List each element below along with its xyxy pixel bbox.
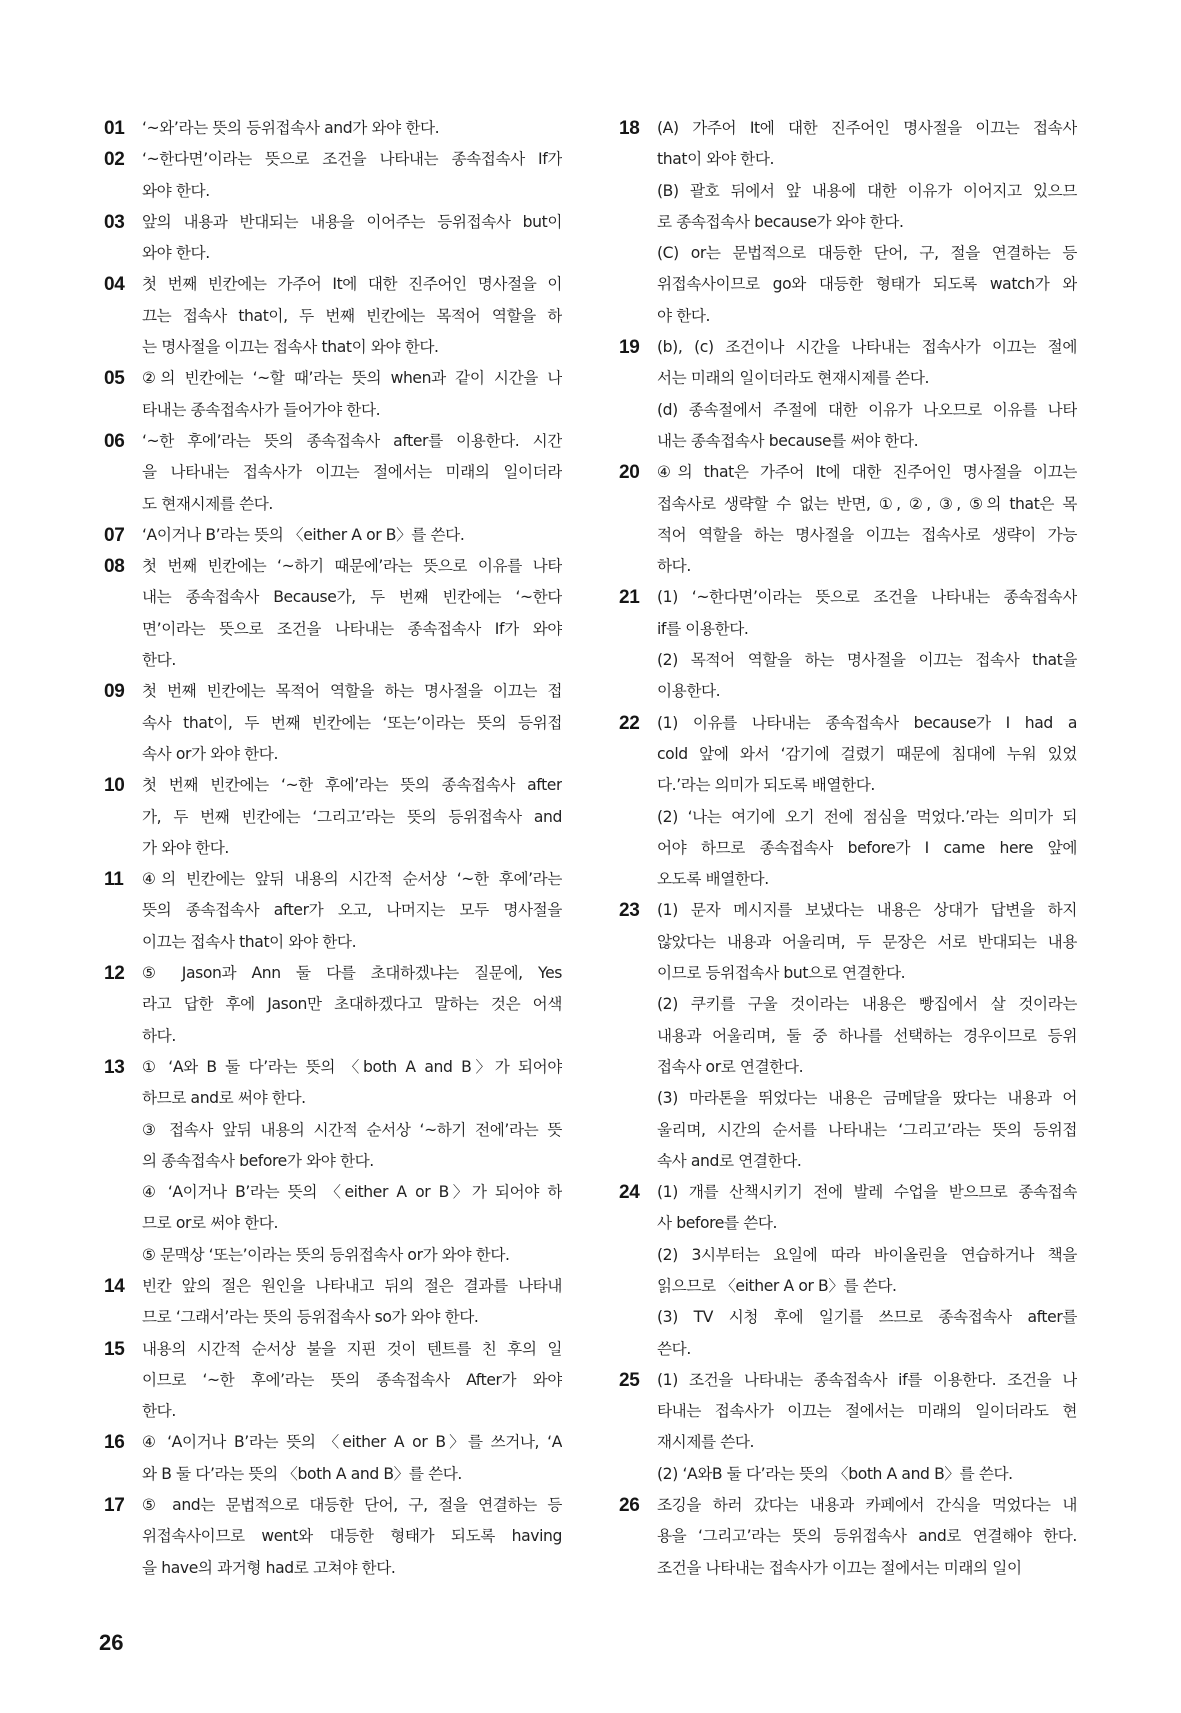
explanation-line: ① ‘A와 B 둘 다’라는 뜻의 〈both A and B〉가 되어야	[142, 1057, 562, 1076]
explanation-line: 하다.	[657, 557, 691, 576]
answer-item	[104, 1271, 562, 1334]
explanation-line: 도 현재시제를 쓴다.	[142, 494, 273, 513]
item-number: 08	[104, 556, 125, 578]
answer-item	[104, 363, 562, 426]
explanation-line: (2) 3시부터는 요일에 따라 바이올린을 연습하거나 책을	[657, 1245, 1077, 1264]
explanation-line: 가, 두 번째 빈칸에는 ‘그리고’라는 뜻의 등위접속사 and	[142, 807, 562, 826]
explanation-line: 첫 번째 빈칸에는 목적어 역할을 하는 명사절을 이끄는 접	[142, 682, 562, 701]
item-explanation	[657, 113, 1077, 332]
answer-item	[104, 1427, 562, 1490]
explanation-line: ⑤ and는 문법적으로 대등한 단어, 구, 절을 연결하는 등	[142, 1496, 562, 1515]
item-explanation	[657, 895, 1077, 1177]
answer-item	[104, 113, 562, 144]
explanation-line: that이 와야 한다.	[657, 150, 775, 169]
explanation-line: 내용의 시간적 순서상 불을 지핀 것이 텐트를 친 후의 일	[142, 1339, 562, 1358]
explanation-line: cold 앞에 와서 ‘감기에 걸렸기 때문에 침대에 누워 있었	[657, 744, 1077, 763]
item-number: 13	[104, 1056, 125, 1078]
explanation-line: (2) ‘나는 여기에 오기 전에 점심을 먹었다.’라는 의미가 되	[657, 807, 1077, 826]
answer-item	[104, 520, 562, 551]
answer-item	[104, 144, 562, 207]
explanation-line: 뜻의 종속접속사 after가 오고, 나머지는 모두 명사절을	[142, 901, 562, 920]
explanation-line: 앞의 내용과 반대되는 내용을 이어주는 등위접속사 but이	[142, 212, 562, 231]
item-explanation	[142, 551, 562, 676]
explanation-line: 접속사 or로 연결한다.	[657, 1057, 804, 1076]
item-explanation	[142, 1271, 562, 1334]
item-number: 23	[619, 900, 640, 922]
answer-item	[104, 1052, 562, 1271]
page-number: 26	[99, 1630, 124, 1655]
item-number: 18	[619, 118, 640, 139]
answer-item	[104, 207, 562, 270]
item-explanation	[142, 269, 562, 363]
answer-item	[104, 770, 562, 864]
explanation-line: ④의 빈칸에는 앞뒤 내용의 시간적 순서상 ‘~한 후에’라는	[142, 870, 562, 889]
explanation-line: 첫 번째 빈칸에는 ‘~한 후에’라는 뜻의 종속접속사 after	[142, 776, 562, 795]
explanation-line: ④ ‘A이거나 B’라는 뜻의 〈either A or B〉가 되어야 하	[142, 1183, 562, 1202]
explanation-line: 쓴다.	[657, 1339, 691, 1358]
item-number: 07	[104, 524, 125, 546]
explanation-line: 므로 or로 써야 한다.	[142, 1214, 279, 1233]
explanation-line: 면’이라는 뜻으로 조건을 나타내는 종속접속사 If가 와야	[142, 619, 562, 638]
item-number: 02	[104, 149, 125, 171]
explanation-line: 조건을 나타내는 접속사가 이끄는 절에서는 미래의 일이	[657, 1558, 1022, 1577]
explanation-line: 므로 ‘그래서’라는 뜻의 등위접속사 so가 와야 한다.	[142, 1308, 479, 1327]
answer-item	[619, 332, 1077, 457]
item-number: 21	[619, 587, 640, 609]
answer-item	[619, 457, 1077, 582]
explanation-line: 이용한다.	[657, 682, 721, 701]
explanation-line: ⑤ 문맥상 ‘또는’이라는 뜻의 등위접속사 or가 와야 한다.	[142, 1245, 510, 1264]
explanation-line: ④ ‘A이거나 B’라는 뜻의 〈either A or B〉를 쓰거나, ‘A	[142, 1433, 562, 1452]
explanation-line: 속사 or가 와야 한다.	[142, 744, 279, 763]
explanation-line: 의 종속접속사 before가 와야 한다.	[142, 1151, 374, 1170]
explanation-line: 빈칸 앞의 절은 원인을 나타내고 뒤의 절은 결과를 나타내	[142, 1276, 562, 1295]
explanation-line: 내용과 어울리며, 둘 중 하나를 선택하는 경우이므로 등위	[657, 1026, 1077, 1045]
answer-item	[104, 269, 562, 363]
answer-item	[104, 426, 562, 520]
explanation-line: 한다.	[142, 651, 176, 670]
explanation-line: 라고 답한 후에 Jason만 초대하겠다고 말하는 것은 어색	[142, 995, 562, 1014]
answer-item	[104, 1334, 562, 1428]
explanation-line: 울리며, 시간의 순서를 나타내는 ‘그리고’라는 뜻의 등위접	[657, 1120, 1077, 1139]
explanation-line: (A) 가주어 It에 대한 진주어인 명사절을 이끄는 접속사	[657, 119, 1077, 137]
explanation-line: 서는 미래의 일이더라도 현재시제를 쓴다.	[657, 369, 930, 388]
item-number: 10	[104, 775, 125, 797]
explanation-line: 한다.	[142, 1402, 176, 1421]
item-explanation	[657, 457, 1077, 582]
explanation-line: 내는 종속접속사 Because가, 두 번째 빈칸에는 ‘~한다	[142, 588, 562, 607]
explanation-line: 이므로 등위접속사 but으로 연결한다.	[657, 964, 906, 983]
item-number: 26	[619, 1495, 640, 1517]
answer-column-right	[619, 113, 1077, 1584]
item-number: 17	[104, 1495, 125, 1517]
explanation-line: if를 이용한다.	[657, 619, 749, 638]
item-explanation	[142, 958, 562, 1052]
answer-item	[619, 582, 1077, 707]
item-number: 03	[104, 211, 125, 233]
explanation-line: 을 나타내는 접속사가 이끄는 절에서는 미래의 일이더라	[142, 463, 562, 482]
item-number: 12	[104, 963, 125, 985]
item-explanation	[657, 332, 1077, 457]
explanation-line: ‘A이거나 B’라는 뜻의 〈either A or B〉를 쓴다.	[142, 525, 465, 544]
explanation-line: ④의 that은 가주어 It에 대한 진주어인 명사절을 이끄는	[657, 463, 1077, 482]
answer-item	[619, 1365, 1077, 1490]
explanation-line: 내는 종속접속사 because를 써야 한다.	[657, 431, 919, 450]
explanation-line: 타내는 종속접속사가 들어가야 한다.	[142, 400, 381, 419]
item-number: 09	[104, 681, 125, 703]
explanation-line: 는 명사절을 이끄는 접속사 that이 와야 한다.	[142, 338, 439, 357]
explanation-line: 와 B 둘 다’라는 뜻의 〈both A and B〉를 쓴다.	[142, 1464, 462, 1483]
item-explanation	[657, 708, 1077, 896]
item-number: 15	[104, 1338, 125, 1360]
explanation-line: 로 종속접속사 because가 와야 한다.	[657, 212, 904, 231]
item-number: 01	[104, 118, 125, 139]
explanation-line: ‘~한다면’이라는 뜻으로 조건을 나타내는 종속접속사 If가	[142, 150, 562, 169]
explanation-line: 않았다는 내용과 어울리며, 두 문장은 서로 반대되는 내용	[657, 932, 1077, 951]
item-number: 11	[104, 869, 124, 891]
explanation-line: 속사 and로 연결한다.	[657, 1151, 802, 1170]
explanation-line: 야 한다.	[657, 306, 711, 325]
answer-item	[104, 1490, 562, 1584]
explanation-line: 가 와야 한다.	[142, 838, 229, 857]
explanation-line: 하므로 and로 써야 한다.	[142, 1089, 306, 1108]
item-number: 24	[619, 1182, 640, 1204]
explanation-line: 이끄는 접속사 that이 와야 한다.	[142, 932, 357, 951]
item-number: 06	[104, 430, 125, 452]
explanation-line: (1) 조건을 나타내는 종속접속사 if를 이용한다. 조건을 나	[657, 1370, 1077, 1389]
explanation-line: (2) 쿠키를 구울 것이라는 내용은 빵집에서 살 것이라는	[657, 995, 1077, 1014]
explanation-line: 첫 번째 빈칸에는 가주어 It에 대한 진주어인 명사절을 이	[142, 275, 562, 294]
explanation-line: 첫 번째 빈칸에는 ‘~하기 때문에’라는 뜻으로 이유를 나타	[142, 557, 562, 576]
item-explanation	[142, 207, 562, 270]
explanation-line: (1) ‘~한다면’이라는 뜻으로 조건을 나타내는 종속접속사	[657, 588, 1077, 607]
explanation-line: ②의 빈칸에는 ‘~할 때’라는 뜻의 when과 같이 시간을 나	[142, 369, 562, 388]
explanation-line: 조깅을 하러 갔다는 내용과 카페에서 간식을 먹었다는 내	[657, 1496, 1077, 1515]
explanation-line: 오도록 배열한다.	[657, 870, 769, 889]
explanation-line: 다.’라는 의미가 되도록 배열한다.	[657, 776, 875, 795]
item-explanation	[657, 1177, 1077, 1365]
answer-item	[619, 113, 1077, 332]
item-explanation	[142, 1490, 562, 1584]
explanation-line: 접속사로 생략할 수 없는 반면, ①, ②, ③, ⑤의 that은 목	[657, 494, 1077, 513]
item-explanation	[142, 144, 562, 207]
item-number: 20	[619, 462, 640, 484]
item-number: 04	[104, 274, 125, 296]
explanation-line: (3) 마라톤을 뛰었다는 내용은 금메달을 땄다는 내용과 어	[657, 1089, 1077, 1108]
item-explanation	[142, 676, 562, 770]
explanation-line: 을 have의 과거형 had로 고쳐야 한다.	[142, 1558, 396, 1577]
explanation-line: 하다.	[142, 1026, 176, 1045]
explanation-line: 용을 ‘그리고’라는 뜻의 등위접속사 and로 연결해야 한다.	[657, 1527, 1077, 1546]
explanation-line: 이므로 ‘~한 후에’라는 뜻의 종속접속사 After가 와야	[142, 1370, 562, 1389]
answer-item	[104, 864, 562, 958]
explanation-line: 와야 한다.	[142, 181, 210, 200]
explanation-line: 위접속사이므로 go와 대등한 형태가 되도록 watch가 와	[657, 275, 1077, 294]
explanation-line: (1) 이유를 나타내는 종속접속사 because가 I had a	[657, 713, 1077, 732]
explanation-line: (2) ‘A와B 둘 다’라는 뜻의 〈both A and B〉를 쓴다.	[657, 1464, 1013, 1483]
item-explanation	[142, 1427, 562, 1490]
item-explanation	[142, 426, 562, 520]
explanation-line: (1) 문자 메시지를 보냈다는 내용은 상대가 답변을 하지	[657, 901, 1077, 920]
item-number: 19	[619, 337, 640, 359]
item-explanation	[657, 1490, 1077, 1584]
item-explanation	[142, 363, 562, 426]
item-explanation	[142, 1052, 562, 1271]
answer-item	[104, 958, 562, 1052]
explanation-line: (3) TV 시청 후에 일기를 쓰므로 종속접속사 after를	[657, 1308, 1077, 1327]
explanation-line: 와야 한다.	[142, 244, 210, 263]
answer-item	[619, 1490, 1077, 1584]
item-number: 22	[619, 712, 640, 734]
explanation-line: (1) 개를 산책시키기 전에 발레 수업을 받으므로 종속접속	[657, 1183, 1077, 1202]
answer-item	[619, 708, 1077, 896]
explanation-line: (d) 종속절에서 주절에 대한 이유가 나오므로 이유를 나타	[657, 400, 1077, 419]
explanation-line: (B) 괄호 뒤에서 앞 내용에 대한 이유가 이어지고 있으므	[657, 181, 1077, 200]
explanation-line: ③ 접속사 앞뒤 내용의 시간적 순서상 ‘~하기 전에’라는 뜻	[142, 1120, 562, 1139]
explanation-line: (b), (c) 조건이나 시간을 나타내는 접속사가 이끄는 절에	[657, 338, 1077, 357]
explanation-line: 속사 that이, 두 번째 빈칸에는 ‘또는’이라는 뜻의 등위접	[142, 713, 562, 732]
explanation-line: 타내는 접속사가 이끄는 절에서는 미래의 일이더라도 현	[657, 1402, 1077, 1421]
explanation-line: 재시제를 쓴다.	[657, 1433, 755, 1452]
explanation-line: 위접속사이므로 went와 대등한 형태가 되도록 having	[142, 1527, 562, 1546]
explanation-line: (2) 목적어 역할을 하는 명사절을 이끄는 접속사 that을	[657, 651, 1077, 670]
item-explanation	[142, 864, 562, 958]
item-explanation	[142, 1334, 562, 1428]
answer-item	[619, 895, 1077, 1177]
answer-column-left	[104, 113, 562, 1584]
item-explanation	[142, 770, 562, 864]
explanation-line: 적어 역할을 하는 명사절을 이끄는 접속사로 생략이 가능	[657, 525, 1077, 544]
explanation-line: ‘~한 후에’라는 뜻의 종속접속사 after를 이용한다. 시간	[142, 431, 562, 450]
explanation-line: 읽으므로 〈either A or B〉를 쓴다.	[657, 1276, 897, 1295]
explanation-line: 어야 하므로 종속접속사 before가 I came here 앞에	[657, 838, 1077, 857]
answer-item	[104, 551, 562, 676]
item-explanation	[142, 113, 562, 144]
item-number: 16	[104, 1432, 125, 1454]
explanation-line: 끄는 접속사 that이, 두 번째 빈칸에는 목적어 역할을 하	[142, 306, 562, 325]
item-number: 05	[104, 368, 125, 390]
item-explanation	[657, 582, 1077, 707]
item-explanation	[142, 520, 562, 551]
explanation-line: (C) or는 문법적으로 대등한 단어, 구, 절을 연결하는 등	[657, 244, 1077, 263]
item-number: 14	[104, 1275, 125, 1297]
explanation-line: ⑤ Jason과 Ann 둘 다를 초대하겠냐는 질문에, Yes	[142, 964, 562, 983]
item-number: 25	[619, 1369, 640, 1391]
answer-item	[619, 1177, 1077, 1365]
explanation-line: 사 before를 쓴다.	[657, 1214, 778, 1233]
item-explanation	[657, 1365, 1077, 1490]
answer-item	[104, 676, 562, 770]
explanation-line: ‘~와’라는 뜻의 등위접속사 and가 와야 한다.	[142, 119, 440, 137]
